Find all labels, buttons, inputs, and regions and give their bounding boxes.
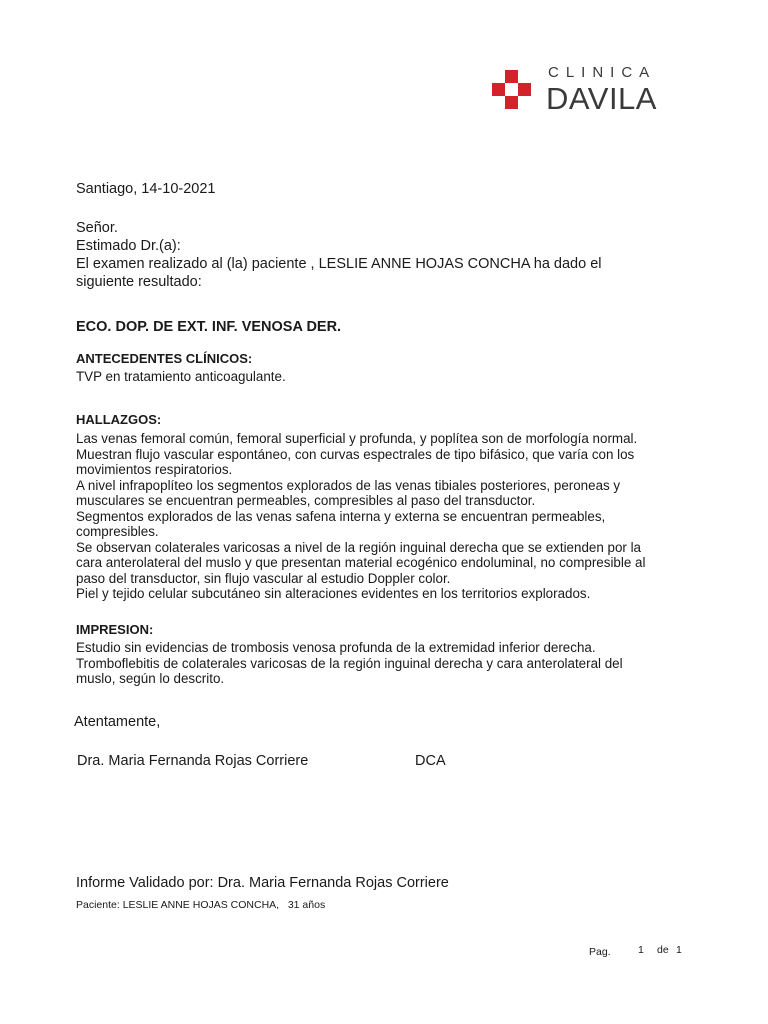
patient-line: Paciente: LESLIE ANNE HOJAS CONCHA, 31 años (76, 899, 326, 911)
hallazgos-line: movimientos respiratorios. (76, 462, 233, 477)
hallazgos-line: compresibles. (76, 524, 159, 539)
hallazgos-line: Piel y tejido celular subcutáneo sin alteraciones evidentes en los territorios explorados. (76, 586, 591, 601)
exam-title: ECO. DOP. DE EXT. INF. VENOSA DER. (76, 319, 342, 335)
closing-text: Atentamente, (74, 714, 161, 730)
signature-code: DCA (415, 753, 446, 769)
page-label: Pag. (589, 946, 611, 958)
impresion-line: muslo, según lo descrito. (76, 671, 225, 686)
validated-line: Informe Validado por: Dra. Maria Fernanda Rojas Corriere (76, 875, 449, 891)
hallazgos-line: Se observan colaterales varicosas a nivel de la región inguinal derecha que se extienden por la (76, 539, 641, 555)
antecedentes-text: TVP en tratamiento anticoagulante. (76, 369, 286, 384)
antecedentes-heading: ANTECEDENTES CLÍNICOS: (76, 351, 253, 366)
salutation-estimado: Estimado Dr.(a): (76, 238, 181, 254)
date-line: Santiago, 14-10-2021 (76, 181, 216, 197)
signature-name: Dra. Maria Fernanda Rojas Corriere (77, 753, 309, 769)
impresion-line: Tromboflebitis de colaterales varicosas de la región inguinal derecha y cara anterolateral del (76, 655, 623, 671)
logo-clinica-text: CLINICA (548, 64, 657, 81)
logo-davila-text: DAVILA (546, 81, 657, 116)
page-total: 1 (676, 944, 682, 956)
impresion-line: Estudio sin evidencias de trombosis venosa profunda de la extremidad inferior derecha. (76, 640, 596, 655)
page-of: de (657, 944, 669, 956)
intro-line-2: siguiente resultado: (76, 274, 202, 290)
clinica-davila-logo (492, 64, 672, 116)
impresion-heading: IMPRESION: (76, 622, 154, 637)
hallazgos-line: cara anterolateral del muslo y que presentan material ecogénico endoluminal, no compresible al (76, 555, 646, 570)
page-current: 1 (638, 944, 644, 956)
hallazgos-line: Segmentos explorados de las venas safena interna y externa se encuentran permeables, (76, 508, 606, 524)
hallazgos-line: musculares se encuentran permeables, compresibles al paso del transductor. (76, 493, 536, 508)
intro-line-1: El examen realizado al (la) paciente , LESLIE ANNE HOJAS CONCHA ha dado el (76, 256, 602, 272)
hallazgos-line: Muestran flujo vascular espontáneo, con curvas espectrales de tipo bifásico, que varía con los (76, 446, 635, 462)
hallazgos-line: Las venas femoral común, femoral superficial y profunda, y poplítea son de morfología normal. (76, 431, 638, 446)
salutation-senor: Señor. (76, 220, 118, 236)
hallazgos-line: paso del transductor, sin flujo vascular al estudio Doppler color. (76, 570, 451, 586)
hallazgos-line: A nivel infrapoplíteo los segmentos explorados de las venas tibiales posteriores, peroneas y (76, 477, 621, 493)
hallazgos-heading: HALLAZGOS: (76, 412, 162, 427)
